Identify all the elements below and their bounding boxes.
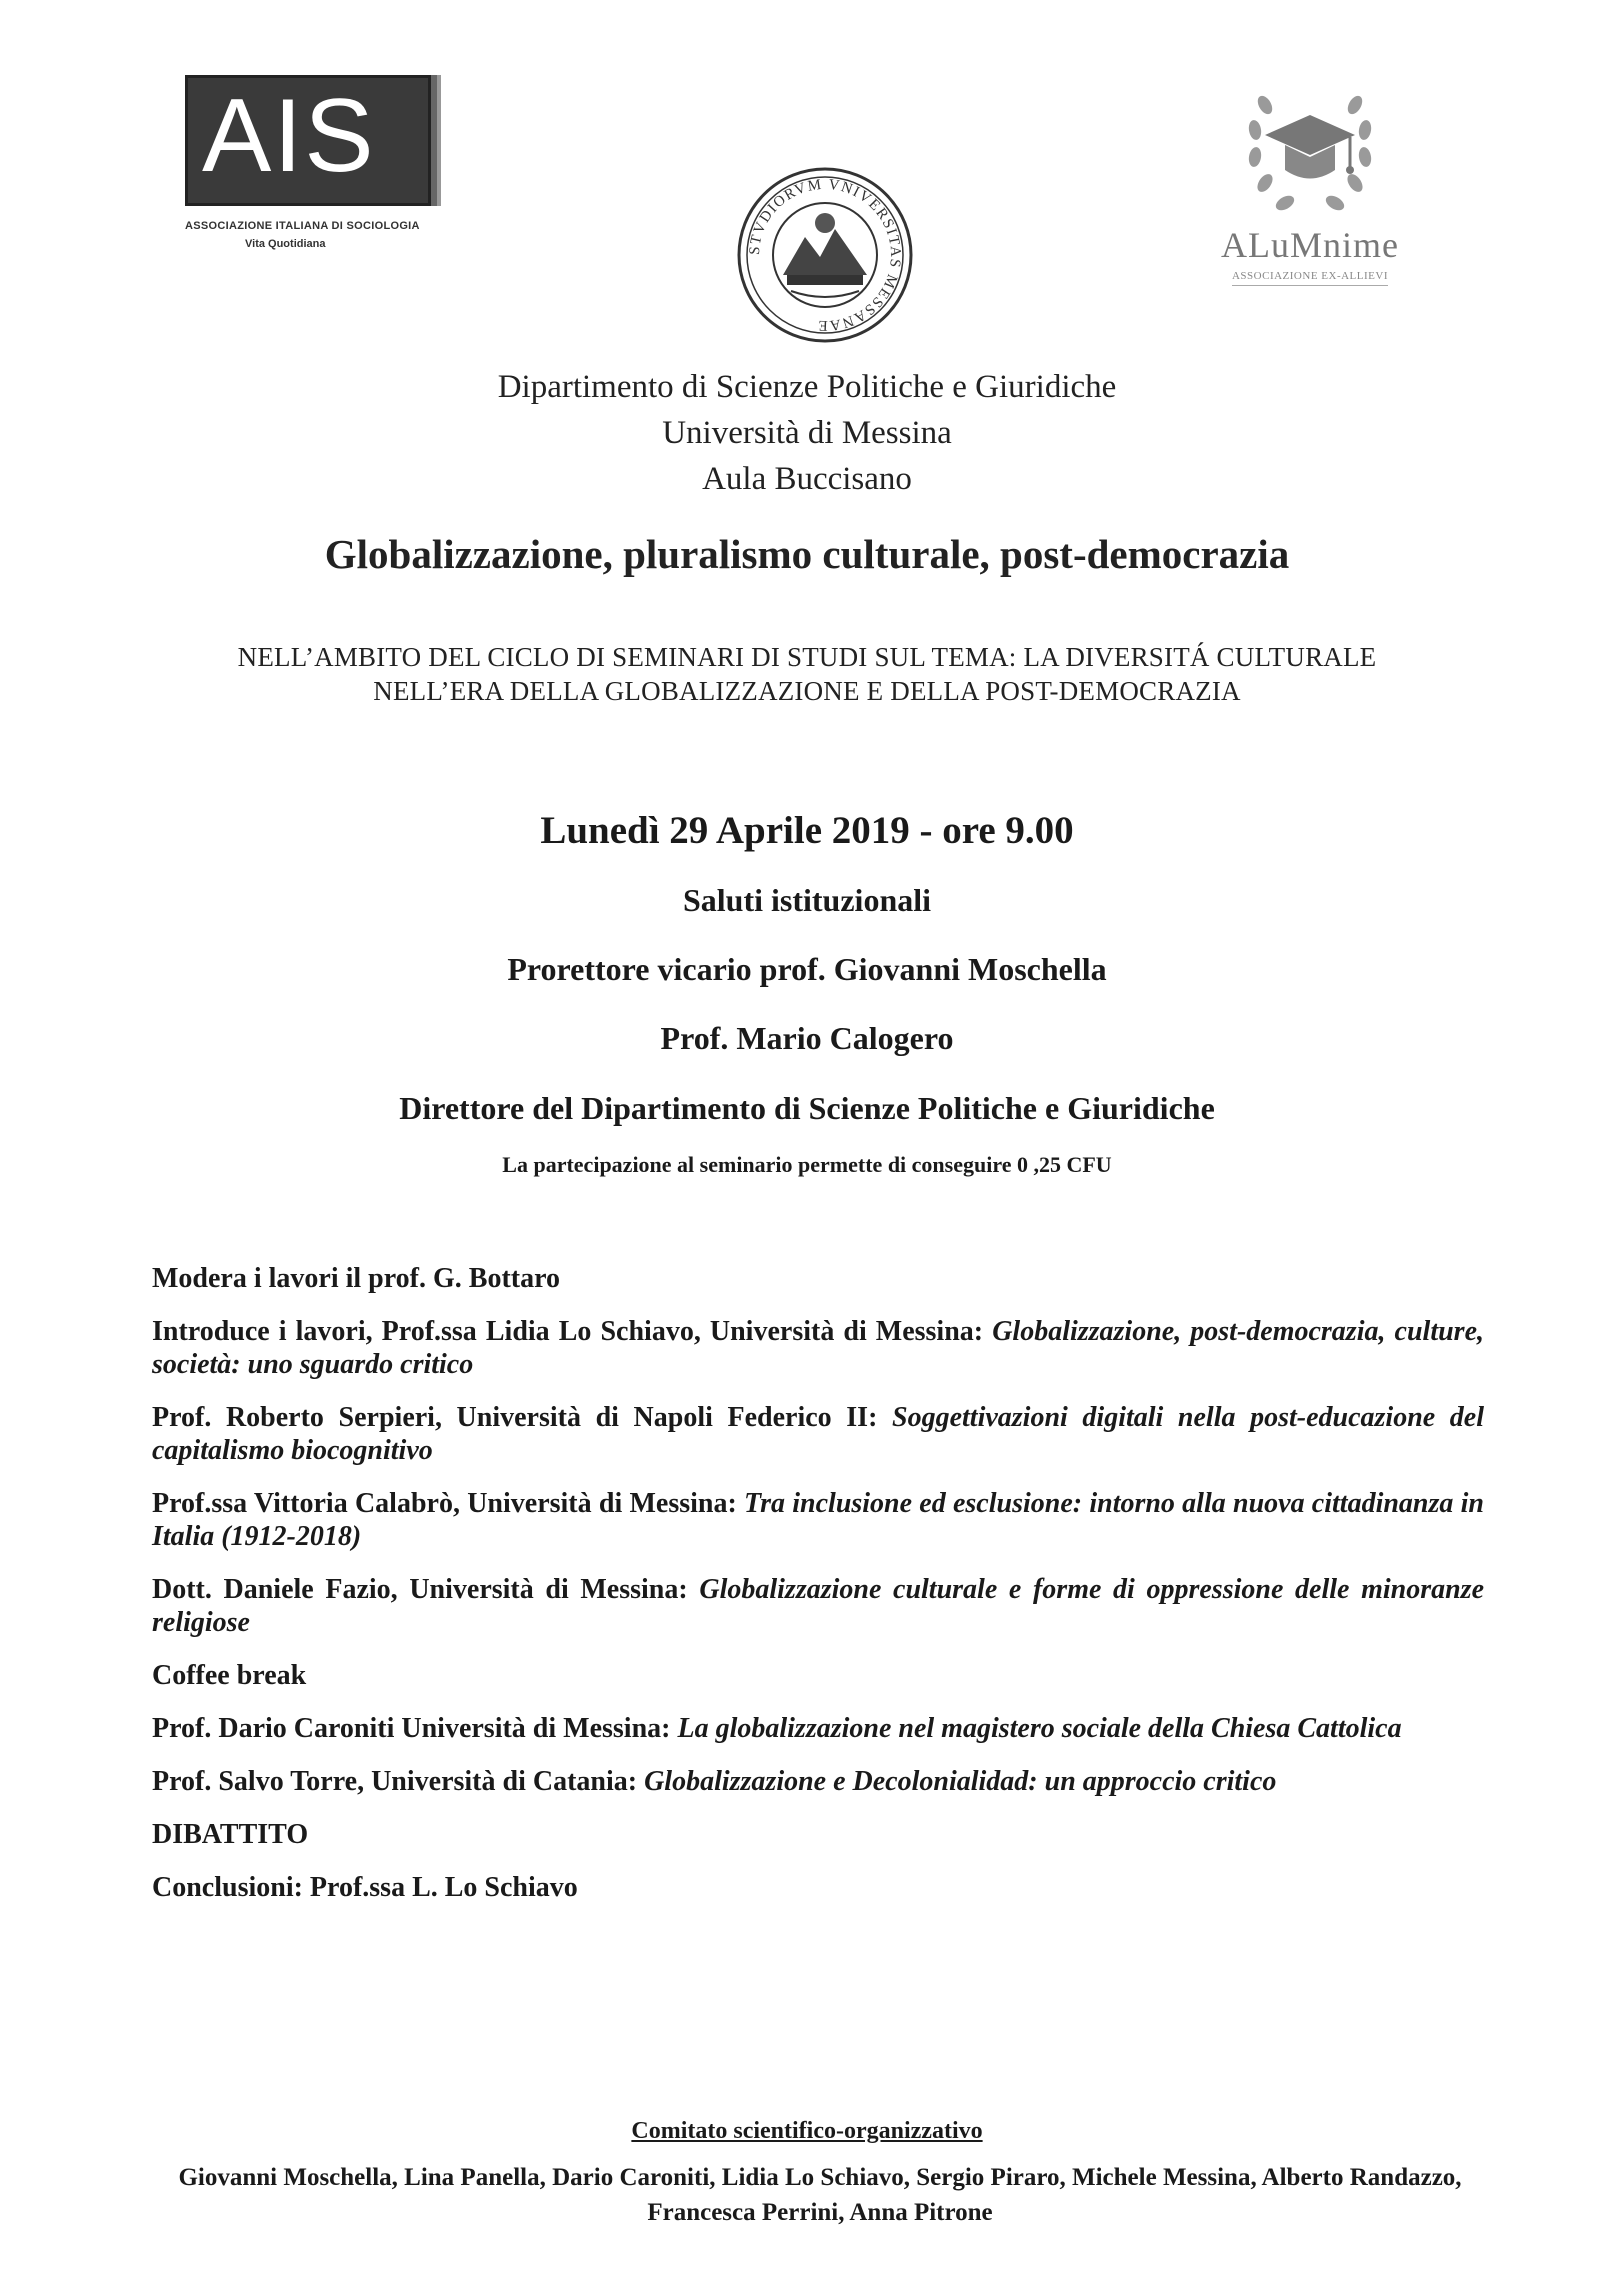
- prorector-line: Prorettore vicario prof. Giovanni Moschella: [507, 951, 1107, 987]
- program-list: [152, 1262, 1484, 1924]
- talk-speaker: Introduce i lavori, Prof.ssa Lidia Lo Schiavo, Università di Messina:: [152, 1316, 993, 1347]
- director-name: Prof. Mario Calogero: [660, 1020, 954, 1056]
- debate-line: DIBATTITO: [152, 1819, 309, 1850]
- coffee-break-line: Coffee break: [152, 1660, 307, 1691]
- greetings-heading: Saluti istituzionali: [682, 882, 932, 918]
- moderator-line: Modera i lavori il prof. G. Bottaro: [152, 1263, 561, 1294]
- alumnime-logo: [1200, 75, 1420, 286]
- director-role: Direttore del Dipartimento di Scienze Politiche e Giuridiche: [399, 1090, 1215, 1126]
- graduation-cap-laurel-icon: [1235, 75, 1385, 225]
- cycle-line-1: NELL’AMBITO DEL CICLO DI SEMINARI DI STUDI SUL TEMA: LA DIVERSITÁ CULTURALE: [237, 642, 1377, 672]
- talk-title: Tra inclusione ed esclusione: intorno alla nuova cittadinanza in Italia (1912-2018): [152, 1488, 1484, 1552]
- program-item: [152, 1401, 1484, 1467]
- ais-logo-text: AIS: [202, 78, 376, 194]
- seal-ring-text: STVDIORVM VNIVERSITAS MESSANAE: [746, 176, 904, 334]
- department-name: Dipartimento di Scienze Politiche e Giuridiche: [497, 369, 1117, 405]
- seal-icon: [735, 165, 915, 345]
- talk-title: Globalizzazione culturale e forme di oppressione delle minoranze religiose: [152, 1574, 1484, 1638]
- talk-speaker: Prof. Salvo Torre, Università di Catania:: [152, 1766, 645, 1797]
- conclusions-line: Conclusioni: Prof.ssa L. Lo Schiavo: [152, 1872, 578, 1903]
- program-item: [152, 1573, 1484, 1639]
- talk-title: Soggettivazioni digitali nella post-educazione del capitalismo biocognitivo: [152, 1402, 1485, 1466]
- program-item: [152, 1315, 1484, 1381]
- alumnime-logo-name: ALuMnime: [1221, 225, 1399, 265]
- talk-speaker: Prof. Dario Caroniti Università di Messina:: [152, 1713, 678, 1744]
- committee-names: Giovanni Moschella, Lina Panella, Dario Caroniti, Lidia Lo Schiavo, Sergio Piraro, Michele Messina, Alberto Randazzo, Francesca Perrini, Anna Pitrone: [178, 2164, 1462, 2226]
- room-name: Aula Buccisano: [702, 461, 912, 497]
- program-item: [152, 1712, 1484, 1745]
- alumnime-logo-subtitle: ASSOCIAZIONE EX-ALLIEVI: [1232, 270, 1388, 286]
- talk-speaker: Dott. Daniele Fazio, Università di Messina:: [152, 1574, 700, 1605]
- university-seal-logo: [735, 165, 915, 345]
- talk-title: Globalizzazione e Decolonialidad: un approccio critico: [644, 1766, 1277, 1797]
- talk-speaker: Prof. Roberto Serpieri, Università di Napoli Federico II:: [152, 1402, 893, 1433]
- talk-title: La globalizzazione nel magistero sociale della Chiesa Cattolica: [677, 1713, 1402, 1744]
- university-name: Università di Messina: [662, 415, 952, 451]
- talk-speaker: Prof.ssa Vittoria Calabrò, Università di Messina:: [152, 1488, 745, 1519]
- seminar-title: Globalizzazione, pluralismo culturale, post-democrazia: [324, 531, 1290, 577]
- department-header: [0, 364, 1614, 502]
- talk-title: Globalizzazione, post-democrazia, culture, società: uno sguardo critico: [152, 1316, 1484, 1380]
- cycle-line-2: NELL’ERA DELLA GLOBALIZZAZIONE E DELLA POST-DEMOCRAZIA: [373, 676, 1241, 706]
- cfu-note: La partecipazione al seminario permette di conseguire 0 ,25 CFU: [502, 1152, 1112, 1177]
- event-date-time: Lunedì 29 Aprile 2019 - ore 9.00: [540, 809, 1074, 852]
- ais-logo-subtitle: ASSOCIAZIONE ITALIANA DI SOCIOLOGIA: [185, 220, 420, 232]
- ais-logo-subtitle2: Vita Quotidiana: [245, 238, 326, 250]
- ais-logo-box: [185, 75, 431, 206]
- program-item: [152, 1487, 1484, 1553]
- committee-title: Comitato scientifico-organizzativo: [631, 2118, 983, 2144]
- cycle-description: [0, 640, 1614, 708]
- ais-logo: [185, 75, 450, 250]
- program-item: [152, 1765, 1484, 1798]
